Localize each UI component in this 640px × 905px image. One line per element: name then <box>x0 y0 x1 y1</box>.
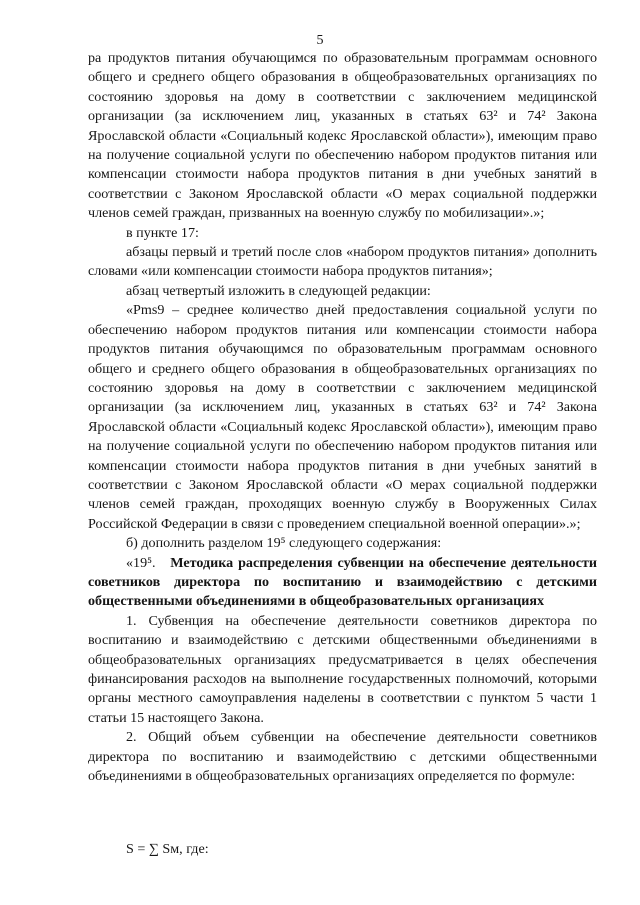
paragraph-continuation: ра продуктов питания обучающимся по образовательным программам основного общего и среднего общего образования в общеобразовательных организациях по состоянию здоровья на дому в соответствии с заключением медицинской организации (за исключением лиц, указанных в статьях 63² и 74² Закона Ярославской области «Социальный кодекс Ярославской области»), имеющим право на получение социальной услуги по обеспечению набором продуктов питания или компенсации стоимости набора продуктов питания в дни учебных занятий в соответствии с Законом Ярославской области «О мерах социальной поддержки членов семей граждан, призванных на военную службу по мобилизации».»; <box>88 50 597 222</box>
section-heading-text: Методика распределения субвенции на обеспечение деятельности советников директора по воспитанию и взаимодействию с детскими общественными объединениями в общеобразовательных организациях <box>88 554 597 610</box>
paragraph-amendment-first-third: абзацы первый и третий после слов «набором продуктов питания» дополнить словами «или компенсации стоимости набора продуктов питания»; <box>88 244 597 280</box>
document-body <box>88 49 597 860</box>
formula-spacing <box>88 786 597 840</box>
page-number: 5 <box>316 33 324 48</box>
paragraph-add-section: б) дополнить разделом 19⁵ следующего содержания: <box>126 535 442 552</box>
paragraph-amendment-fourth: абзац четвертый изложить в следующей редакции: <box>126 282 431 299</box>
section-heading <box>88 554 597 612</box>
formula: S = ∑ Sм, где: <box>126 841 209 858</box>
clause-2: 2. Общий объем субвенции на обеспечение деятельности советников директора по воспитанию и взаимодействию с детскими общественными объединениями в общеобразовательных организациях определяется по формуле: <box>88 729 597 785</box>
paragraph-point-17: в пункте 17: <box>126 224 199 241</box>
section-heading-label: «19⁵. <box>126 554 156 571</box>
clause-1: 1. Субвенция на обеспечение деятельности советников директора по воспитанию и взаимодействию с детскими общественными объединениями в общеобразовательных организациях предусматривается в целях обеспечения финансирования расходов на выполнение государственных полномочий, которыми органы местного самоуправления наделены в соответствии с пунктом 5 части 1 статьи 15 настоящего Закона. <box>88 612 597 726</box>
paragraph-pms9-definition: «Pms9 – среднее количество дней предоставления социальной услуги по обеспечению набором продуктов питания или компенсации стоимости набора продуктов питания обучающимся по образовательным программам основного общего и среднего общего образования в общеобразовательных организациях по состоянию здоровья на дому в соответствии с заключением медицинской организации (за исключением лиц, указанных в статьях 63² и 74² Закона Ярославской области «Социальный кодекс Ярославской области»), имеющим право на получение социальной услуги по обеспечению набором продуктов питания или компенсации стоимости набора продуктов питания в дни учебных занятий в соответствии с Законом Ярославской области «О мерах социальной поддержки членов семей граждан, проходящих военную службу в Вооруженных Силах Российской Федерации в связи с проведением специальной военной операции».»; <box>88 302 597 532</box>
